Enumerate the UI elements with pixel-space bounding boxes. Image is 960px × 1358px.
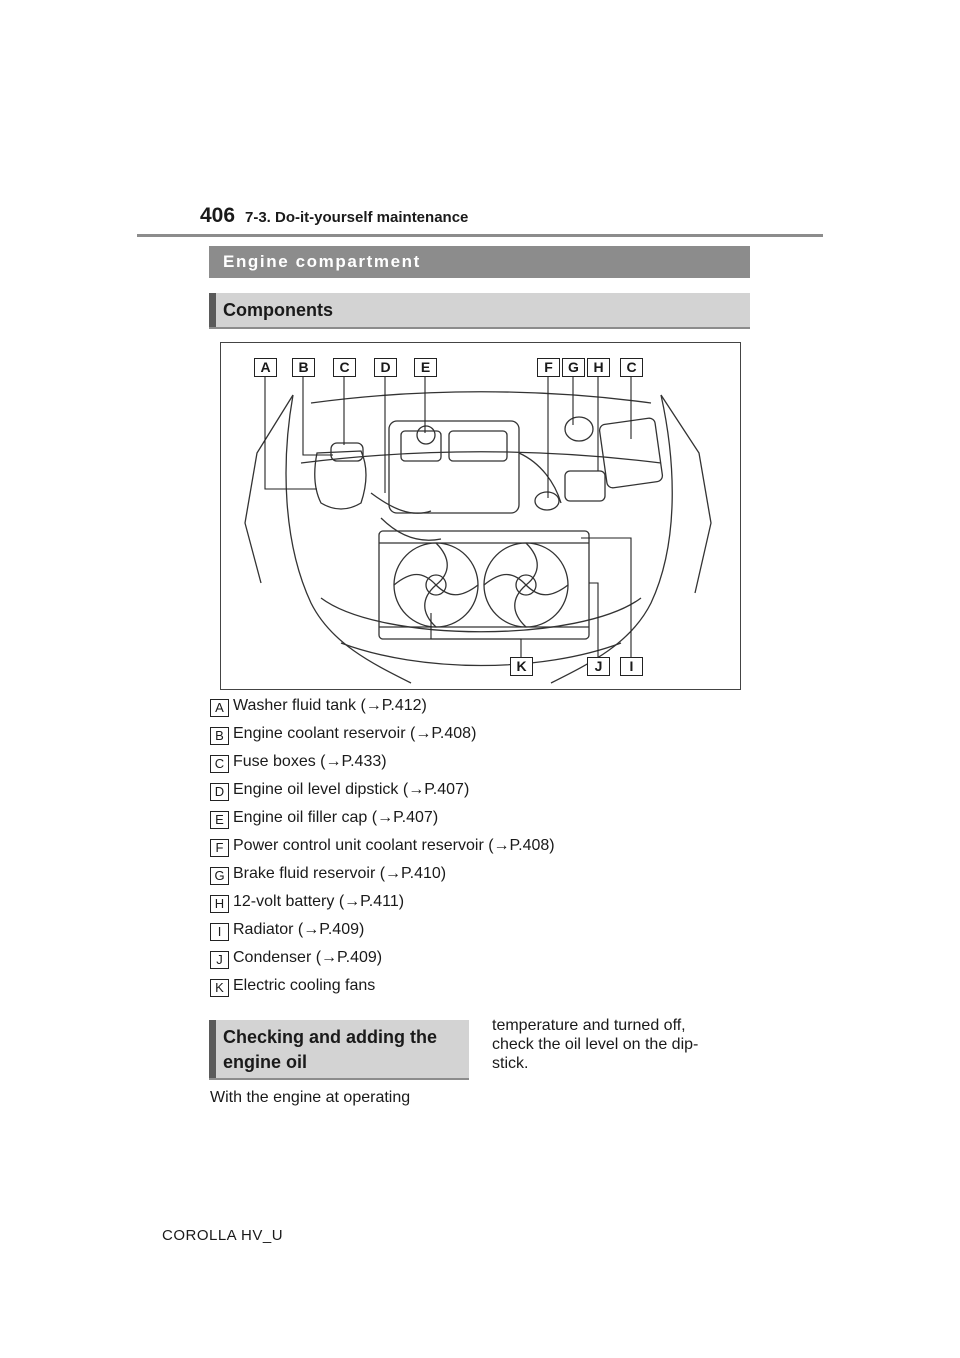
page-number: 406 <box>200 204 236 227</box>
callout-j: J <box>587 657 610 676</box>
section-title: 7-3. Do-it-yourself maintenance <box>245 209 469 226</box>
main-heading: Engine compartment <box>223 252 421 271</box>
callout-k: K <box>510 657 533 676</box>
item-label: Engine oil filler cap (→P.407) <box>233 809 439 826</box>
paragraph-line: temperature and turned off, <box>492 1017 686 1034</box>
heading-accent <box>209 293 216 327</box>
callout-d: D <box>374 358 397 377</box>
item-badge: C <box>210 755 229 773</box>
item-badge: F <box>210 839 229 857</box>
callout-a: A <box>254 358 277 377</box>
engine-illustration <box>221 343 740 689</box>
left-paragraph: With the engine at operating <box>210 1089 411 1106</box>
check-oil-heading-line: engine oil <box>223 1052 308 1072</box>
callout-g: G <box>562 358 585 377</box>
check-oil-heading <box>223 1025 437 1075</box>
item-label: Condenser (→P.409) <box>233 949 383 966</box>
item-label: Radiator (→P.409) <box>233 921 365 938</box>
item-label: Power control unit coolant reservoir (→P.408) <box>233 837 555 854</box>
item-label: Electric cooling fans <box>233 977 376 994</box>
engine-compartment-figure <box>220 342 741 690</box>
item-label: Engine coolant reservoir (→P.408) <box>233 725 477 742</box>
item-badge: G <box>210 867 229 885</box>
paragraph-line: stick. <box>492 1055 529 1072</box>
item-badge: B <box>210 727 229 745</box>
main-heading-bar <box>209 246 750 278</box>
callout-b: B <box>292 358 315 377</box>
right-paragraph <box>492 1016 698 1073</box>
callout-c: C <box>333 358 356 377</box>
paragraph-line: check the oil level on the dip- <box>492 1036 699 1053</box>
callout-e: E <box>414 358 437 377</box>
footer-model: COROLLA HV_U <box>162 1227 284 1244</box>
heading-accent <box>209 1020 216 1078</box>
item-badge: E <box>210 811 229 829</box>
item-badge: H <box>210 895 229 913</box>
item-label: Engine oil level dipstick (→P.407) <box>233 781 470 798</box>
item-badge: I <box>210 923 229 941</box>
callout-f: F <box>537 358 560 377</box>
check-oil-heading-line: Checking and adding the <box>223 1027 438 1047</box>
item-label: Fuse boxes (→P.433) <box>233 753 387 770</box>
header-divider <box>137 234 823 237</box>
item-label: 12-volt battery (→P.411) <box>233 893 405 910</box>
item-badge: A <box>210 699 229 717</box>
callout-i: I <box>620 657 643 676</box>
item-badge: K <box>210 979 229 997</box>
check-oil-heading-bar <box>209 1020 469 1080</box>
item-badge: J <box>210 951 229 969</box>
callout-c-right: C <box>620 358 643 377</box>
callout-h: H <box>587 358 610 377</box>
item-badge: D <box>210 783 229 801</box>
sub-heading: Components <box>223 300 333 320</box>
item-label: Washer fluid tank (→P.412) <box>233 697 427 714</box>
sub-heading-bar <box>209 293 750 329</box>
item-label: Brake fluid reservoir (→P.410) <box>233 865 447 882</box>
